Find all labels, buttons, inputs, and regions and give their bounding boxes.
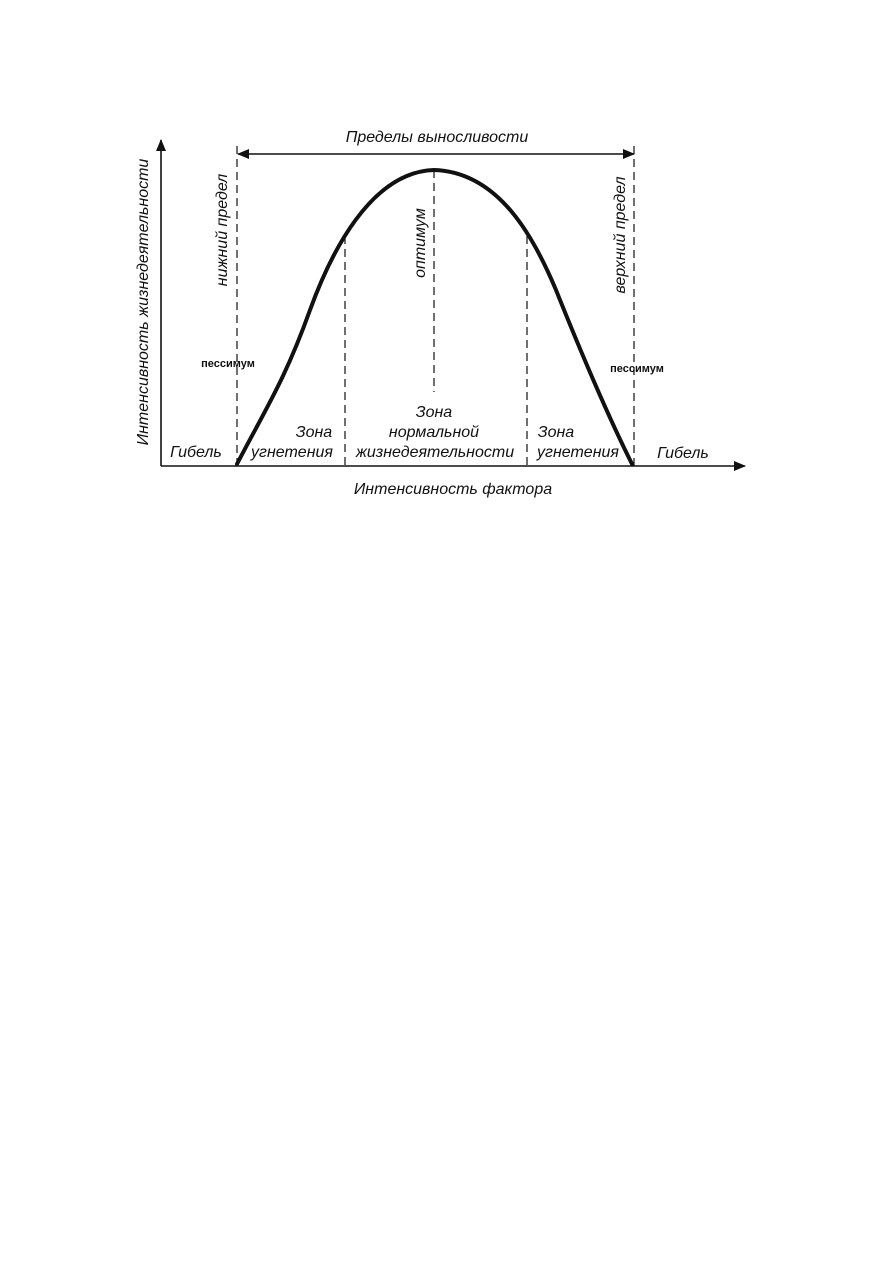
pessimum-left-label: пессимум	[201, 358, 255, 370]
pessimum-right-label: пессимум	[610, 363, 664, 375]
optimum-label: оптимум	[412, 208, 429, 278]
death-right-label: Гибель	[657, 445, 709, 462]
tolerance-limits-label: Пределы выносливости	[345, 129, 529, 146]
oppression-right-label-1: Зона	[537, 424, 575, 441]
upper-limit-label: верхний предел	[612, 176, 629, 294]
y-axis-label: Интенсивность жизнедеятельности	[135, 158, 152, 446]
oppression-left-label-2: угнетения	[251, 444, 333, 461]
normal-zone-label-3: жизнедеятельности	[355, 444, 515, 461]
oppression-left-label-1: Зона	[295, 424, 333, 441]
normal-zone-label-2: нормальной	[388, 424, 480, 441]
oppression-right-label-2: угнетения	[537, 444, 619, 461]
lower-limit-label: нижний предел	[214, 173, 231, 287]
normal-zone-label-1: Зона	[415, 404, 453, 421]
death-left-label: Гибель	[170, 444, 222, 461]
x-axis-label: Интенсивность фактора	[353, 481, 553, 498]
